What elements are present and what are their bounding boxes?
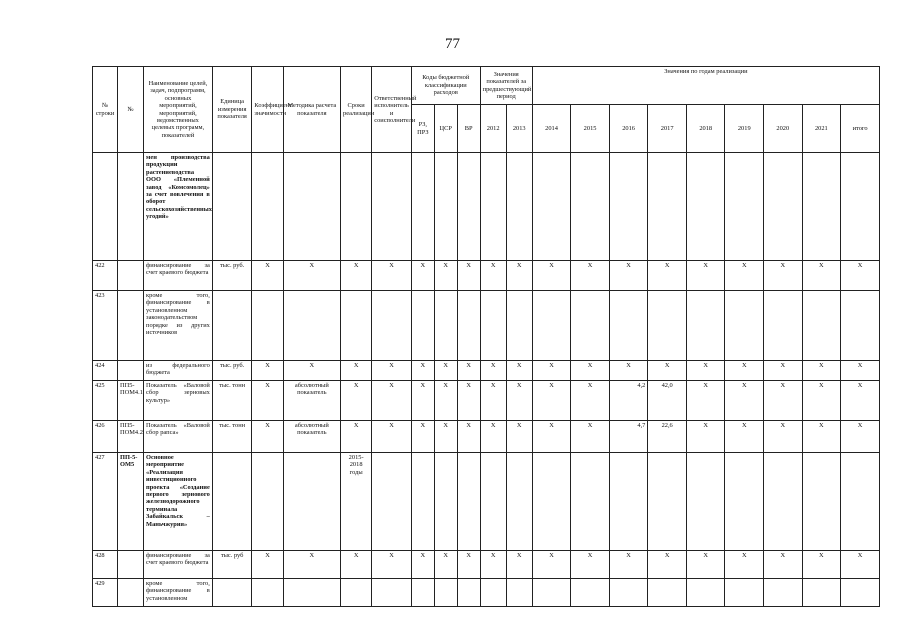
cell-x: X <box>411 261 434 291</box>
row-424-number: 424 <box>93 361 118 381</box>
cell-x: X <box>372 551 412 579</box>
cell-x: X <box>252 261 283 291</box>
cell-x: X <box>372 261 412 291</box>
header-2014: 2014 <box>532 105 571 153</box>
cell-x: X <box>686 551 725 579</box>
row-425-unit: тыс. тонн <box>212 381 252 421</box>
cell-x: X <box>532 421 571 453</box>
header-terms: Сроки реализации <box>341 67 372 153</box>
header-name: Наименование целей, задач, подпрограмм, основных мероприятий, мероприятий, ведомственных целевых программ, показателей <box>144 67 213 153</box>
cell-x: X <box>764 421 803 453</box>
row-425-2016: 4,2 <box>609 381 648 421</box>
header-2016: 2016 <box>609 105 648 153</box>
header-2021: 2021 <box>802 105 841 153</box>
row-427-terms: 2015-2018 годы <box>341 453 372 551</box>
row-426-code: ПП5-ПОМ4.2 <box>118 421 144 453</box>
header-2015: 2015 <box>571 105 610 153</box>
cell-x: X <box>434 361 457 381</box>
row-422-name: финансирование за счет краевого бюджета <box>144 261 213 291</box>
row-429-number: 429 <box>93 579 118 607</box>
cell-x: X <box>725 421 764 453</box>
header-2017: 2017 <box>648 105 687 153</box>
cell-x: X <box>725 381 764 421</box>
cell-x: X <box>571 551 610 579</box>
header-no: № <box>118 67 144 153</box>
cell-x: X <box>283 361 340 381</box>
cell-x: X <box>434 551 457 579</box>
cell-x: X <box>725 551 764 579</box>
cell-x: X <box>506 361 532 381</box>
header-2012: 2012 <box>480 105 506 153</box>
cell-x: X <box>341 421 372 453</box>
cell-x: X <box>648 261 687 291</box>
cell-x: X <box>434 421 457 453</box>
row-426-unit: тыс. тонн <box>212 421 252 453</box>
cell-x: X <box>571 381 610 421</box>
row-426-2016: 4,7 <box>609 421 648 453</box>
cell-x: X <box>457 381 480 421</box>
header-unit: Единица измерения показателя <box>212 67 252 153</box>
header-total: итого <box>841 105 880 153</box>
cell-x: X <box>480 421 506 453</box>
row-426-method: абсолютный показатель <box>283 421 340 453</box>
cell-x: X <box>764 261 803 291</box>
cell-x: X <box>609 361 648 381</box>
table-row <box>93 153 880 261</box>
row-427-name: Основное мероприятие «Реализация инвестиционного проекта «Создание первого зернового железнодорожного терминала Забайкальск – Маньчжурия» <box>144 453 213 551</box>
cell-x: X <box>648 361 687 381</box>
cell-x: X <box>411 381 434 421</box>
cell-x: X <box>506 551 532 579</box>
cell-x: X <box>532 381 571 421</box>
cell-x: X <box>725 361 764 381</box>
row-429-name: кроме того, финансирование в установленном <box>144 579 213 607</box>
cell-x: X <box>480 261 506 291</box>
header-csr: ЦСР <box>434 105 457 153</box>
table-row <box>93 421 880 453</box>
cell-x: X <box>686 261 725 291</box>
table-row <box>93 453 880 551</box>
cell-x: X <box>252 381 283 421</box>
cell-x: X <box>434 261 457 291</box>
row-425-method: абсолютный показатель <box>283 381 340 421</box>
cell-x: X <box>457 261 480 291</box>
cell-x: X <box>764 361 803 381</box>
row-423-name: кроме того, финансирование в установленном законодательством порядке из других источников <box>144 291 213 361</box>
table-row <box>93 291 880 361</box>
cell-x: X <box>841 381 880 421</box>
cell-x: X <box>571 421 610 453</box>
row-425-2017: 42,0 <box>648 381 687 421</box>
cell-x: X <box>609 261 648 291</box>
row-426-2017: 22,6 <box>648 421 687 453</box>
header-row-no: № строки <box>93 67 118 153</box>
cell-x: X <box>686 381 725 421</box>
cell-x: X <box>283 551 340 579</box>
table-row <box>93 381 880 421</box>
row-425-name: Показатель «Валовой сбор зерновых культур» <box>144 381 213 421</box>
cell-x: X <box>506 381 532 421</box>
cell-x: X <box>802 361 841 381</box>
row-428-number: 428 <box>93 551 118 579</box>
cell-x: X <box>841 421 880 453</box>
cell-x: X <box>609 551 648 579</box>
header-2013: 2013 <box>506 105 532 153</box>
cell-x: X <box>841 551 880 579</box>
header-resp: Ответственный исполнитель и соисполнители <box>372 67 412 153</box>
cell-x: X <box>372 421 412 453</box>
cell-x: X <box>372 381 412 421</box>
row-424-name: из федерального бюджета <box>144 361 213 381</box>
cell-x: X <box>341 261 372 291</box>
row-427-code: ПП-5-ОМ5 <box>118 453 144 551</box>
cell-x: X <box>341 361 372 381</box>
row-426-name: Показатель «Валовой сбор рапса» <box>144 421 213 453</box>
row-426-number: 426 <box>93 421 118 453</box>
header-budget-codes: Коды бюджетной классификации расходов <box>411 67 480 105</box>
cell-x: X <box>532 261 571 291</box>
cell-x: X <box>457 361 480 381</box>
cell-x: X <box>648 551 687 579</box>
cell-x: X <box>341 381 372 421</box>
header-vr: ВР <box>457 105 480 153</box>
header-rz: РЗ, ПРЗ <box>411 105 434 153</box>
cell-x: X <box>411 361 434 381</box>
row-425-number: 425 <box>93 381 118 421</box>
cell-x: X <box>532 361 571 381</box>
cell-x: X <box>764 381 803 421</box>
cell-x: X <box>283 261 340 291</box>
cell-x: X <box>571 261 610 291</box>
header-coef: Коэффициент значимости <box>252 67 283 153</box>
cell-x: X <box>457 551 480 579</box>
header-prev-values: Значения показателей за предшествующий период <box>480 67 532 105</box>
cell-x: X <box>480 381 506 421</box>
cell-x: X <box>802 421 841 453</box>
cell-x: X <box>841 361 880 381</box>
cell-x: X <box>686 361 725 381</box>
cell-x: X <box>434 381 457 421</box>
header-2018: 2018 <box>686 105 725 153</box>
row-423-number: 423 <box>93 291 118 361</box>
cell-x: X <box>372 361 412 381</box>
cell-x: X <box>457 421 480 453</box>
cell-x: X <box>506 261 532 291</box>
cell-x: X <box>686 421 725 453</box>
cell-x: X <box>841 261 880 291</box>
row-428-unit: тыс. руб <box>212 551 252 579</box>
table-row <box>93 579 880 607</box>
row-425-code: ПП5-ПОМ4.1 <box>118 381 144 421</box>
table-row <box>93 261 880 291</box>
header-method: Методика расчета показателя <box>283 67 340 153</box>
cell-x: X <box>411 551 434 579</box>
cell-x: X <box>532 551 571 579</box>
cell-x: X <box>252 361 283 381</box>
indicators-table <box>92 66 880 607</box>
cell-x: X <box>725 261 764 291</box>
header-2019: 2019 <box>725 105 764 153</box>
cell-x: X <box>571 361 610 381</box>
row-424-unit: тыс. руб. <box>212 361 252 381</box>
row-428-name: финансирование за счет краевого бюджета <box>144 551 213 579</box>
cell-x: X <box>341 551 372 579</box>
header-by-years: Значения по годам реализации <box>532 67 879 105</box>
row-427-number: 427 <box>93 453 118 551</box>
table-row <box>93 551 880 579</box>
cell-x: X <box>480 361 506 381</box>
cell-x: X <box>252 421 283 453</box>
row-cont-name: мен производства продукции растениеводства ООО «Племенной завод «Комсомолец» за счет вовлечения в оборот сельскохозяйственных угодий» <box>144 153 213 261</box>
cell-x: X <box>764 551 803 579</box>
cell-x: X <box>802 381 841 421</box>
row-422-number: 422 <box>93 261 118 291</box>
cell-x: X <box>411 421 434 453</box>
cell-x: X <box>802 551 841 579</box>
cell-x: X <box>252 551 283 579</box>
table-row <box>93 361 880 381</box>
page-number: 77 <box>445 36 460 52</box>
cell-x: X <box>506 421 532 453</box>
header-2020: 2020 <box>764 105 803 153</box>
cell-x: X <box>802 261 841 291</box>
cell-x: X <box>480 551 506 579</box>
row-422-unit: тыс. руб. <box>212 261 252 291</box>
